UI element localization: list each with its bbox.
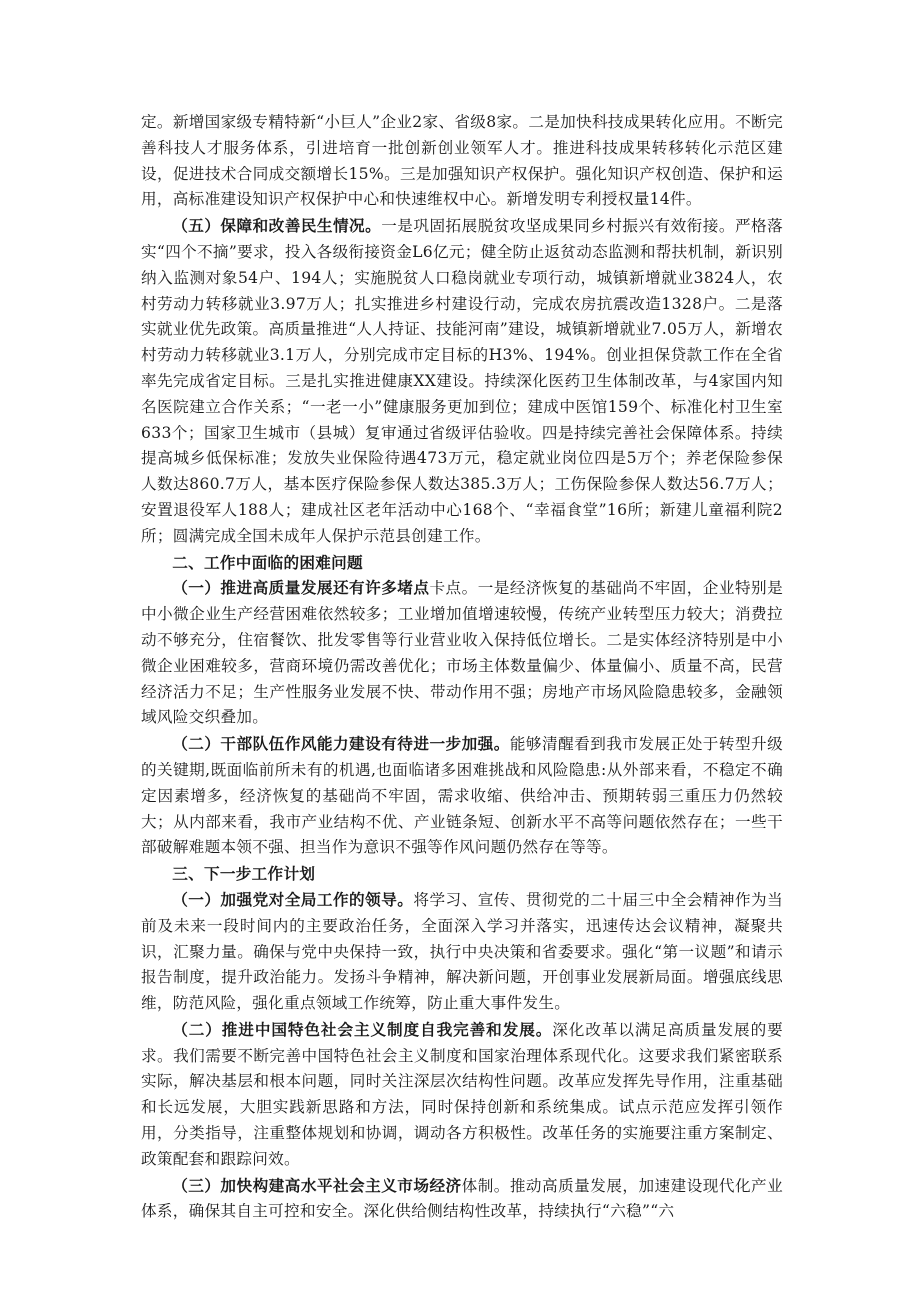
paragraph-system-improvement [141,1017,783,1173]
paragraph-cadre-style [141,731,783,861]
paragraph-lead: （一）加强党对全局工作的领导。 [172,889,414,909]
section-heading-next-steps: 三、下一步工作计划 [172,864,316,884]
paragraph-lead: （五）保障和改善民生情况。 [172,216,382,236]
paragraph-text: 将学习、宣传、贯彻党的二十届三中全会精神作为当前及未来一段时间内的主要政治任务，全面深入学习并落实，迅速传达会议精神，凝聚共识，汇聚力量。确保与党中央保持一致，执行中央决策和省委要求。强化“第一议题”和请示报告制度，提升政治能力。发扬斗争精神，解决新问题，开创事业发展新局面。增强底线思维，防范风险，强化重点领域工作统筹，防止重大事件发生。 [141,890,783,1013]
paragraph-lead: （一）推进高质量发展还有许多堵点 [172,578,430,598]
paragraph-livelihood [141,213,783,549]
paragraph-tech-innovation [141,110,783,213]
paragraph-text: 深化改革以满足高质量发展的要求。我们需要不断完善中国特色社会主义制度和国家治理体系现代化。这要求我们紧密联系实际，解决基层和根本问题，同时关注深层次结构性问题。改革应发挥先导作用，注重基础和长远发展，大胆实践新思路和方法，同时保持创新和系统集成。试点示范应发挥引领作用，分类指导，注重整体规划和协调，调动各方积极性。改革任务的实施要注重方案制定、政策配套和跟踪问效。 [141,1020,784,1168]
paragraph-text: 体制。推动高质量发展，加速建设现代化产业体系，确保其自主可控和安全。深化供给侧结构性改革，持续执行“六稳”“六 [141,1176,783,1221]
paragraph-text: 能够清醒看到我市发展正处于转型升级的关键期,既面临前所未有的机遇,也面临诸多困难挑战和风险隐患:从外部来看，不稳定不确定因素增多，经济恢复的基础尚不牢固，需求收缩、供给冲击、预期转弱三重压力仍然较大；从内部来看，我市产业结构不优、产业链条短、创新水平不高等问题依然存在；一些干部破解难题本领不强、担当作为意识不强等作风问题仍然存在等等。 [141,735,783,857]
document-page [141,110,783,1225]
paragraph-lead: （二）干部队伍作风能力建设有待进一步加强。 [172,734,510,754]
paragraph-lead: （三）加快构建高水平社会主义市场经济 [172,1175,462,1195]
paragraph-lead: （二）推进中国特色社会主义制度自我完善和发展。 [172,1019,553,1039]
paragraph-text: 一是巩固拓展脱贫攻坚成果同乡村振兴有效衔接。严格落实“四个不摘”要求，投入各级衔接资金L6亿元；健全防止返贫动态监测和帮扶机制，新识别纳入监测对象54户、194人；实施脱贫人口稳岗就业专项行动，城镇新增就业3824人，农村劳动力转移就业3.97万人；扎实推进乡村建设行动，完成农房抗震改造1328户。二是落实就业优先政策。高质量推进“人人持证、技能河南”建设，城镇新增就业7.05万人，新增农村劳动力转移就业3.1万人，分别完成市定目标的H3%、194%。创业担保贷款工作在全省率先完成省定目标。三是扎实推进健康XX建设。持续深化医药卫生体制改革，与4家国内知名医院建立合作关系；“一老一小”健康服务更加到位；建成中医馆159个、标准化村卫生室633个；国家卫生城市（县城）复审通过省级评估验收。四是持续完善社会保障体系。持续提高城乡低保标准；发放失业保险待遇473万元，稳定就业岗位四是5万个；养老保险参保人数达860.7万人，基本医疗保险参保人数达385.3万人；工伤保险参保人数达56.7万人；安置退役军人188人；建成社区老年活动中心168个、“幸福食堂”16所；新建儿童福利院2所；圆满完成全国未成年人保护示范县创建工作。 [141,217,783,545]
section-heading-difficulties: 二、工作中面临的困难问题 [172,552,363,572]
paragraph-market-economy [141,1173,783,1226]
paragraph-text: 卡点。一是经济恢复的基础尚不牢固，企业特别是中小微企业生产经营困难依然较多；工业增加值增速较慢，传统产业转型压力较大；消费拉动不够充分，住宿餐饮、批发零售等行业营业收入保持低位增长。二是实体经济特别是中小微企业困难较多，营商环境仍需改善优化；市场主体数量偏少、体量偏小、质量不高，民营经济活力不足；生产性服务业发展不快、带动作用不强；房地产市场风险隐患较多，金融领域风险交织叠加。 [141,579,783,727]
paragraph-high-quality-development [141,575,783,731]
paragraph-text: 定。新增国家级专精特新“小巨人”企业2家、省级8家。二是加快科技成果转化应用。不断完善科技人才服务体系，引进培育一批创新创业领军人才。推进科技成果转移转化示范区建设，促进技术合同成交额增长15%。三是加强知识产权保护。强化知识产权创造、保护和运用，高标准建设知识产权保护中心和快速维权中心。新增发明专利授权量14件。 [141,113,783,209]
paragraph-party-leadership [141,887,783,1017]
